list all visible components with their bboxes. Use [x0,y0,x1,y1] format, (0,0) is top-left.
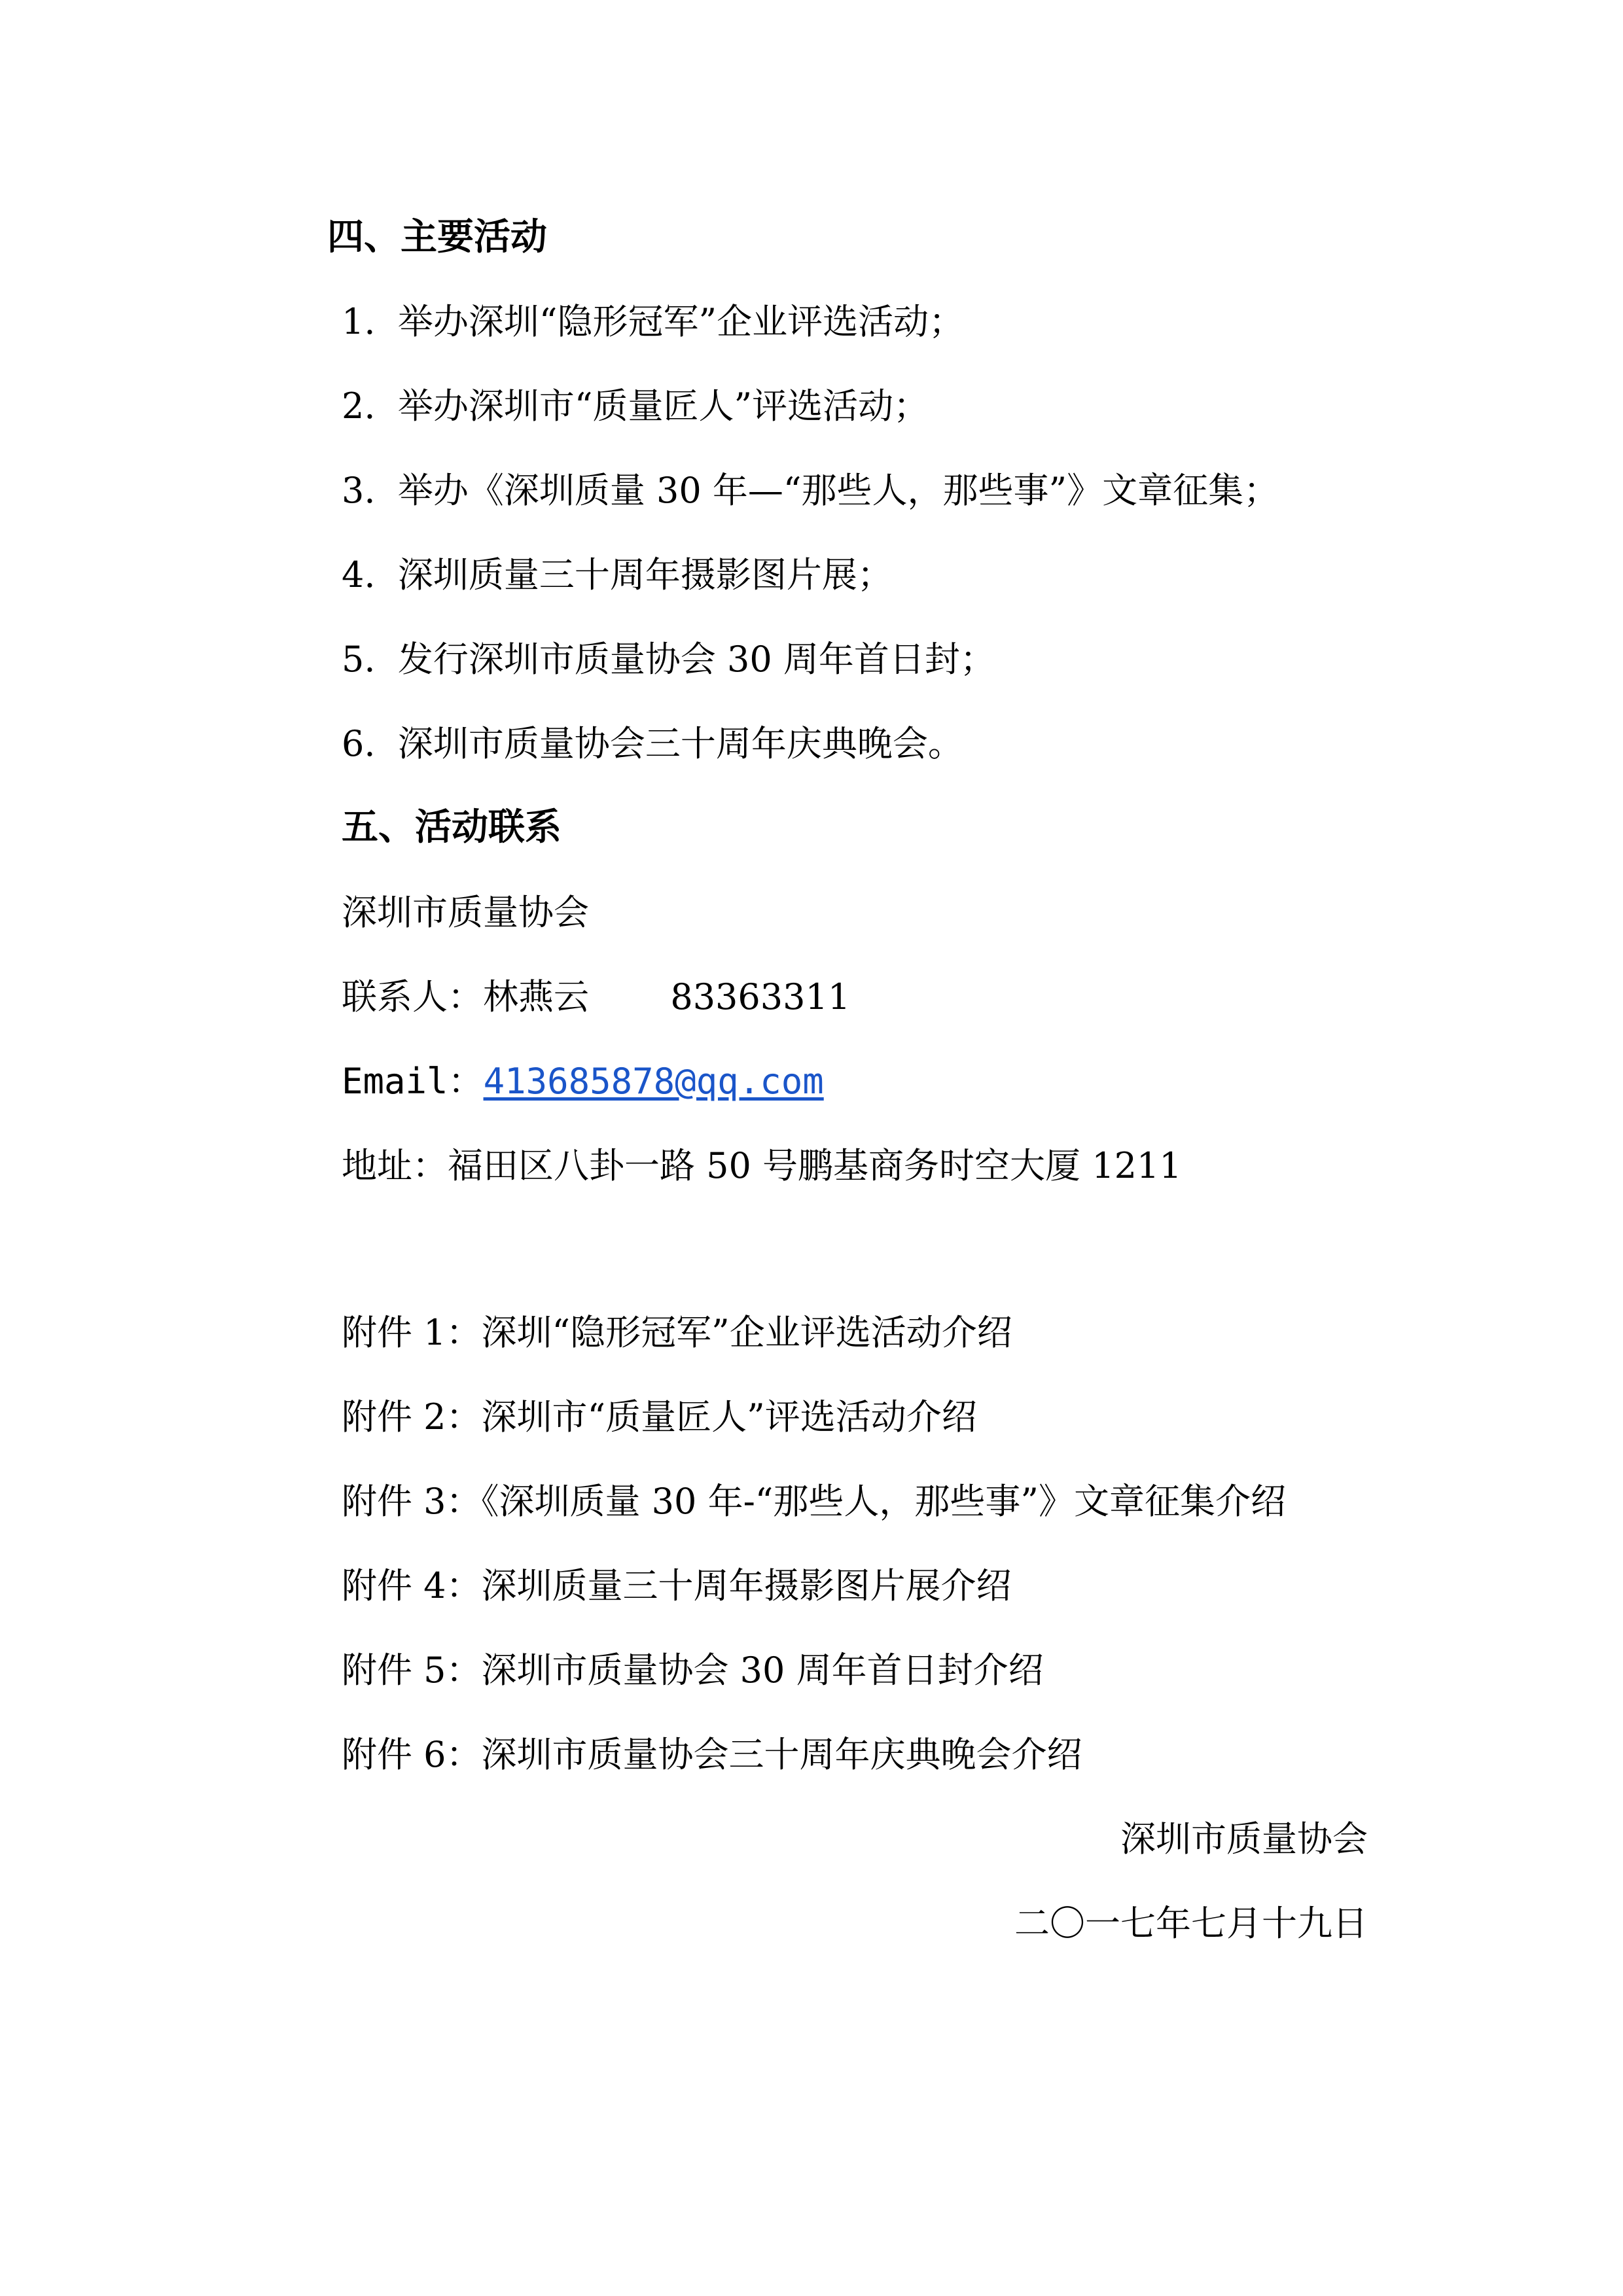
activity-number: 6. [342,723,376,764]
activity-item-4 [342,554,893,595]
activity-text: 举办深圳“隐形冠军”企业评选活动； [397,301,965,342]
section-5-heading: 五、活动联系 [342,806,562,849]
activity-number: 4. [342,554,376,595]
attachment-6: 附件 6：深圳市质量协会三十周年庆典晚会介绍 [342,1734,1082,1775]
section-4-heading: 四、主要活动 [327,216,547,258]
activity-text: 发行深圳市质量协会 30 周年首日封； [397,639,995,680]
contact-phone: 83363311 [670,976,851,1017]
activity-item-5 [342,639,995,680]
attachment-5: 附件 5：深圳市质量协会 30 周年首日封介绍 [342,1650,1044,1691]
activity-number: 3. [342,470,376,511]
activity-item-3 [342,470,1279,511]
activity-text: 举办深圳市“质量匠人”评选活动； [397,385,929,427]
attachment-1: 附件 1：深圳“隐形冠军”企业评选活动介绍 [342,1312,1012,1353]
activity-item-6 [342,723,963,764]
attachment-3: 附件 3：《深圳质量 30 年-“那些人，那些事”》文章征集介绍 [342,1481,1287,1522]
contact-org: 深圳市质量协会 [342,892,589,933]
signature-date: 二〇一七年七月十九日 [1014,1903,1368,1944]
activity-number: 2. [342,385,376,427]
activity-item-2 [342,385,929,427]
attachment-2: 附件 2：深圳市“质量匠人”评选活动介绍 [342,1396,977,1438]
email-label: Email： [342,1061,484,1102]
activity-text: 深圳市质量协会三十周年庆典晚会。 [397,723,963,764]
contact-email-line [342,1061,824,1102]
signature-org: 深圳市质量协会 [1120,1818,1368,1860]
activity-number: 1. [342,301,376,342]
attachment-4: 附件 4：深圳质量三十周年摄影图片展介绍 [342,1565,1012,1606]
activity-number: 5. [342,639,376,680]
contact-person [342,976,851,1017]
activity-text: 举办《深圳质量 30 年—“那些人，那些事”》文章征集； [397,470,1279,511]
contact-address: 地址：福田区八卦一路 50 号鹏基商务时空大厦 1211 [342,1145,1182,1186]
activity-item-1 [342,301,965,342]
activity-text: 深圳质量三十周年摄影图片展； [397,554,893,595]
contact-name: 联系人：林燕云 [342,976,589,1017]
email-link[interactable]: 413685878@qq.com [483,1061,824,1102]
